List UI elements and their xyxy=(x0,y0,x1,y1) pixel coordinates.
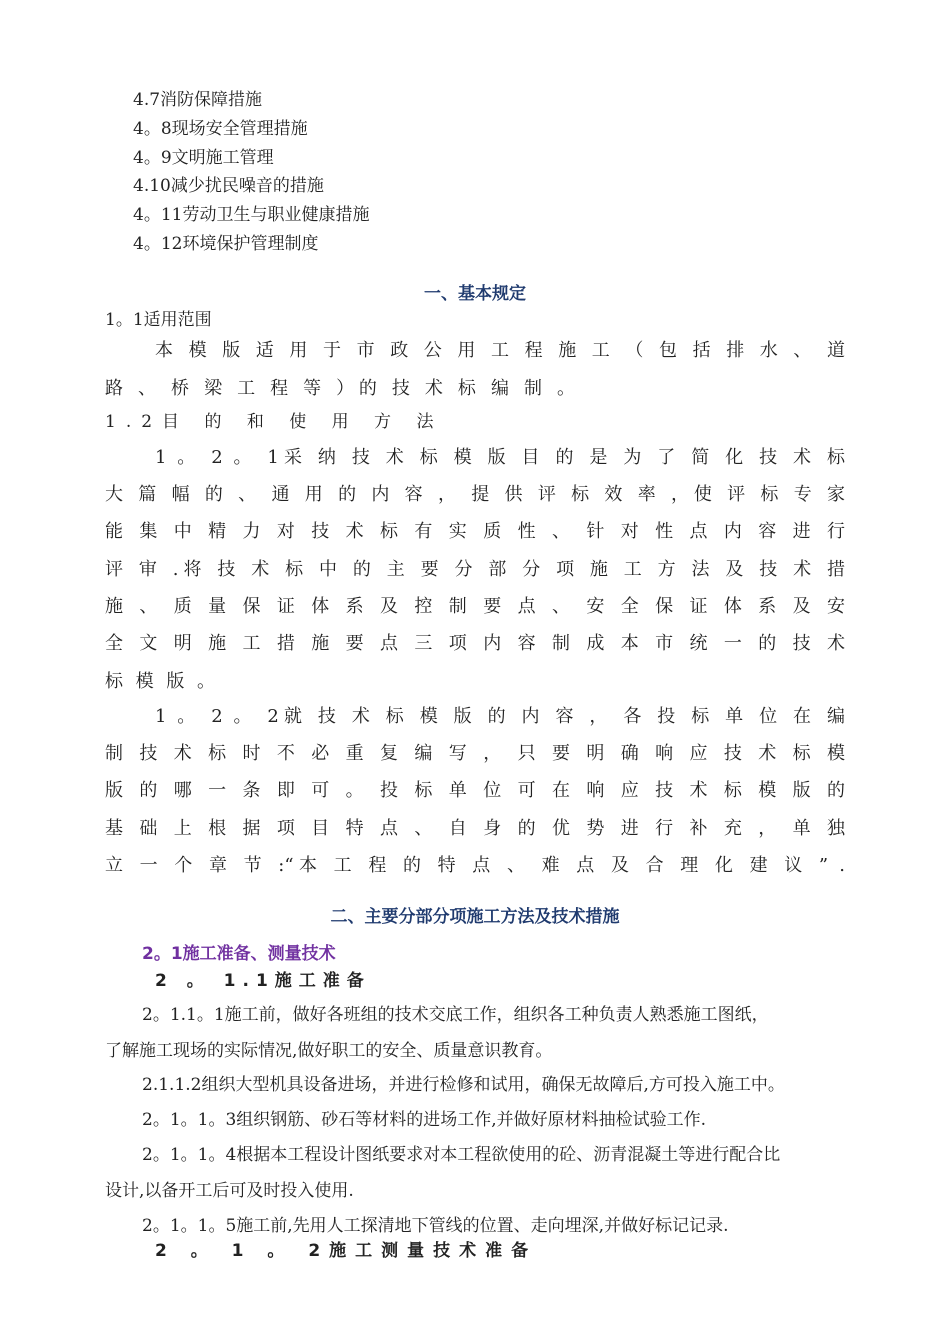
subsection-title: 2 。 1.1施工准备 xyxy=(155,971,371,991)
paragraph-line: 了解施工现场的实际情况,做好职工的安全、质量意识教育。 xyxy=(105,1041,553,1061)
paragraph-line: 2。1.1。1施工前，做好各班组的技术交底工作，组织各工种负责人熟悉施工图纸， xyxy=(142,1005,769,1025)
paragraph-line: 2。1。1。4根据本工程设计图纸要求对本工程欲使用的砼、沥青混凝土等进行配合比 xyxy=(142,1145,781,1165)
toc-item: 4.7消防保障措施 xyxy=(133,90,263,110)
toc-item: 4。11劳动卫生与职业健康措施 xyxy=(133,205,370,225)
paragraph-line: 标 模 版 。 xyxy=(105,671,215,692)
subsection-title: 1。1适用范围 xyxy=(105,310,212,330)
paragraph-line: 制 技 术 标 时 不 必 重 复 编 写 ， 只 要 明 确 响 应 技 术 标 模 xyxy=(105,743,845,764)
paragraph-line: 本 模 版 适 用 于 市 政 公 用 工 程 施 工 （ 包 括 排 水 、 道 xyxy=(155,340,845,361)
paragraph-line: 2。1。1。3组织钢筋、砂石等材料的进场工作,并做好原材料抽检试验工作. xyxy=(142,1110,707,1130)
toc-item: 4。9文明施工管理 xyxy=(133,148,274,168)
paragraph-line: 大 篇 幅 的 、 通 用 的 内 容 ， 提 供 评 标 效 率 ，使 评 标 专 家 xyxy=(105,484,845,505)
subsection-title: 2 。 1 。 2施工测量技术准备 xyxy=(155,1241,538,1261)
toc-item: 4。12环境保护管理制度 xyxy=(133,234,319,254)
paragraph-line: 1 。 2 。 2就 技 术 标 模 版 的 内 容 ， 各 投 标 单 位 在 编 xyxy=(155,706,845,727)
paragraph-line: 立 一 个 章 节 :“本 工 程 的 特 点 、 难 点 及 合 理 化 建 议 ” . xyxy=(105,855,845,876)
section-heading: 二、主要分部分项施工方法及技术措施 xyxy=(330,907,620,927)
section-heading: 一、基本规定 xyxy=(424,284,526,304)
paragraph-line: 全 文 明 施 工 措 施 要 点 三 项 内 容 制 成 本 市 统 一 的 技 术 xyxy=(105,633,845,654)
paragraph-line: 评 审 .将 技 术 标 中 的 主 要 分 部 分 项 施 工 方 法 及 技 术 措 xyxy=(105,559,845,580)
paragraph-line: 1 。 2 。 1采 纳 技 术 标 模 版 目 的 是 为 了 简 化 技 术 标 xyxy=(155,447,845,468)
paragraph-line: 2.1.1.2组织大型机具设备进场，并进行检修和试用，确保无故障后,方可投入施工中。 xyxy=(142,1075,785,1095)
subsection-title: 1.2目 的 和 使 用 方 法 xyxy=(105,412,444,432)
paragraph-line: 施 、 质 量 保 证 体 系 及 控 制 要 点 、 安 全 保 证 体 系 及 安 xyxy=(105,596,845,617)
subsection-title: 2。1施工准备、测量技术 xyxy=(142,944,336,964)
toc-item: 4.10减少扰民噪音的措施 xyxy=(133,176,324,196)
paragraph-line: 设计,以备开工后可及时投入使用. xyxy=(105,1181,354,1201)
paragraph-line: 版 的 哪 一 条 即 可 。 投 标 单 位 可 在 响 应 技 术 标 模 版 的 xyxy=(105,780,845,801)
paragraph-line: 基 础 上 根 据 项 目 特 点 、 自 身 的 优 势 进 行 补 充 ， 单 独 xyxy=(105,818,845,839)
paragraph-line: 路 、 桥 梁 工 程 等 ）的 技 术 标 编 制 。 xyxy=(105,378,575,399)
toc-item: 4。8现场安全管理措施 xyxy=(133,119,308,139)
paragraph-line: 2。1。1。5施工前,先用人工探清地下管线的位置、走向埋深,并做好标记记录. xyxy=(142,1216,729,1236)
paragraph-line: 能 集 中 精 力 对 技 术 标 有 实 质 性 、 针 对 性 点 内 容 进 行 xyxy=(105,521,845,542)
